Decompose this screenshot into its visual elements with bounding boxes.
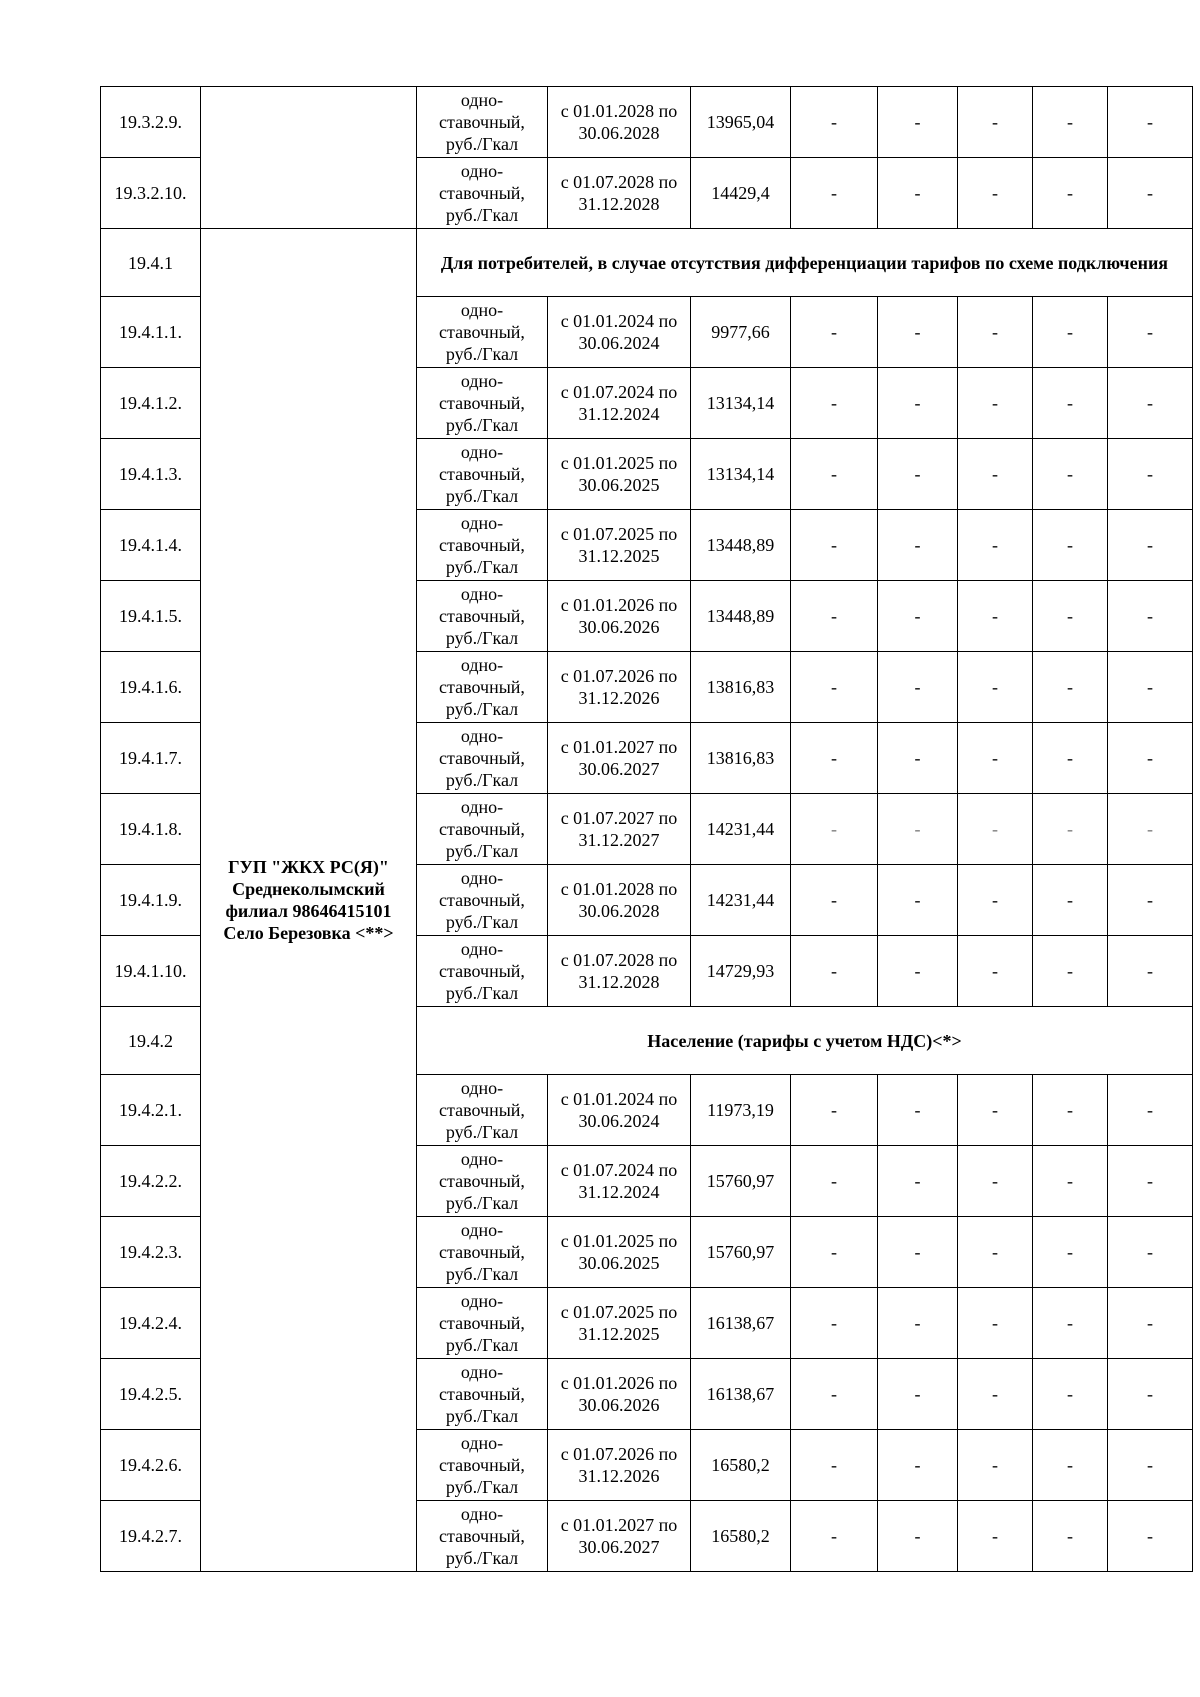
empty-value-dash: - [958,1146,1033,1217]
empty-value-dash: - [958,1075,1033,1146]
empty-value-dash: - [878,1217,958,1288]
empty-value-dash: - [958,297,1033,368]
rate-type: одно-ставочный, руб./Гкал [417,1217,548,1288]
rate-type: одно-ставочный, руб./Гкал [417,510,548,581]
rate-type: одно-ставочный, руб./Гкал [417,158,548,229]
empty-value-dash: - [1033,865,1108,936]
period: с 01.01.2027 по 30.06.2027 [548,1501,691,1572]
period: с 01.07.2026 по 31.12.2026 [548,1430,691,1501]
tariff-value: 16138,67 [691,1288,791,1359]
row-code: 19.4.1.5. [101,581,201,652]
empty-value-dash: - [1108,1359,1193,1430]
tariff-value: 15760,97 [691,1146,791,1217]
period: с 01.01.2028 по 30.06.2028 [548,865,691,936]
row-code: 19.3.2.9. [101,87,201,158]
organization-name: ГУП "ЖКХ РС(Я)" Среднеколымский филиал 98646415101 Село Березовка <**> [201,229,417,1572]
empty-value-dash: - [878,1146,958,1217]
empty-value-dash: - [878,158,958,229]
empty-value-dash: - [1108,87,1193,158]
empty-value-dash: - [1033,1430,1108,1501]
empty-value-dash: - [791,581,878,652]
empty-value-dash: - [958,723,1033,794]
row-code: 19.4.2.3. [101,1217,201,1288]
empty-value-dash: - [958,1430,1033,1501]
period: с 01.07.2027 по 31.12.2027 [548,794,691,865]
empty-value-dash: - [791,1075,878,1146]
empty-value-dash: - [958,510,1033,581]
row-code: 19.4.1.2. [101,368,201,439]
empty-value-dash: - [791,865,878,936]
row-code: 19.4.1.8. [101,794,201,865]
row-code: 19.4.2.5. [101,1359,201,1430]
rate-type: одно-ставочный, руб./Гкал [417,1501,548,1572]
empty-value-dash: - [958,158,1033,229]
empty-value-dash: - [1108,1217,1193,1288]
empty-value-dash: - [1108,1146,1193,1217]
row-code: 19.4.2.2. [101,1146,201,1217]
row-code: 19.4.1.6. [101,652,201,723]
tariff-table-body [101,87,1193,1572]
tariff-value: 16580,2 [691,1430,791,1501]
empty-value-dash: - [1033,1288,1108,1359]
period: с 01.07.2024 по 31.12.2024 [548,368,691,439]
empty-value-dash: - [958,87,1033,158]
empty-value-dash: - [878,1075,958,1146]
section-code: 19.4.2 [101,1007,201,1075]
empty-value-dash: - [791,794,878,865]
tariff-value: 13965,04 [691,87,791,158]
empty-value-dash: - [791,1288,878,1359]
empty-value-dash: - [791,158,878,229]
empty-value-dash: - [1108,510,1193,581]
period: с 01.07.2024 по 31.12.2024 [548,1146,691,1217]
tariff-value: 14729,93 [691,936,791,1007]
empty-value-dash: - [958,439,1033,510]
empty-value-dash: - [1108,723,1193,794]
empty-value-dash: - [1108,794,1193,865]
period: с 01.01.2027 по 30.06.2027 [548,723,691,794]
tariff-value: 14429,4 [691,158,791,229]
table-row [101,87,1193,158]
empty-value-dash: - [958,1288,1033,1359]
rate-type: одно-ставочный, руб./Гкал [417,87,548,158]
rate-type: одно-ставочный, руб./Гкал [417,1359,548,1430]
empty-value-dash: - [791,1146,878,1217]
tariff-value: 16138,67 [691,1359,791,1430]
period: с 01.01.2025 по 30.06.2025 [548,439,691,510]
period: с 01.07.2028 по 31.12.2028 [548,158,691,229]
row-code: 19.4.1.4. [101,510,201,581]
empty-value-dash: - [1108,1430,1193,1501]
empty-value-dash: - [1108,158,1193,229]
empty-value-dash: - [1033,87,1108,158]
empty-value-dash: - [878,510,958,581]
empty-value-dash: - [1033,936,1108,1007]
empty-value-dash: - [1108,581,1193,652]
empty-value-dash: - [791,1359,878,1430]
row-code: 19.4.2.4. [101,1288,201,1359]
section-row [101,229,1193,297]
empty-value-dash: - [791,510,878,581]
empty-value-dash: - [958,1359,1033,1430]
rate-type: одно-ставочный, руб./Гкал [417,368,548,439]
period: с 01.01.2025 по 30.06.2025 [548,1217,691,1288]
empty-value-dash: - [1108,297,1193,368]
tariff-value: 9977,66 [691,297,791,368]
row-code: 19.4.2.1. [101,1075,201,1146]
empty-value-dash: - [1033,794,1108,865]
row-code: 19.4.1.1. [101,297,201,368]
row-code: 19.3.2.10. [101,158,201,229]
rate-type: одно-ставочный, руб./Гкал [417,1146,548,1217]
empty-value-dash: - [878,865,958,936]
section-title: Население (тарифы с учетом НДС)<*> [417,1007,1193,1075]
empty-value-dash: - [878,794,958,865]
empty-value-dash: - [1033,510,1108,581]
empty-value-dash: - [878,581,958,652]
empty-value-dash: - [958,1217,1033,1288]
empty-value-dash: - [958,1501,1033,1572]
tariff-value: 11973,19 [691,1075,791,1146]
empty-value-dash: - [1033,723,1108,794]
empty-value-dash: - [1108,936,1193,1007]
empty-value-dash: - [958,794,1033,865]
empty-value-dash: - [791,936,878,1007]
rate-type: одно-ставочный, руб./Гкал [417,297,548,368]
empty-value-dash: - [878,652,958,723]
section-title: Для потребителей, в случае отсутствия дифференциации тарифов по схеме подключения [417,229,1193,297]
rate-type: одно-ставочный, руб./Гкал [417,1430,548,1501]
tariff-value: 14231,44 [691,794,791,865]
row-code: 19.4.2.6. [101,1430,201,1501]
period: с 01.07.2028 по 31.12.2028 [548,936,691,1007]
rate-type: одно-ставочный, руб./Гкал [417,936,548,1007]
empty-value-dash: - [878,936,958,1007]
rate-type: одно-ставочный, руб./Гкал [417,581,548,652]
empty-value-dash: - [878,1501,958,1572]
empty-value-dash: - [791,439,878,510]
tariff-value: 16580,2 [691,1501,791,1572]
empty-value-dash: - [1033,368,1108,439]
empty-value-dash: - [958,652,1033,723]
empty-value-dash: - [791,1430,878,1501]
rate-type: одно-ставочный, руб./Гкал [417,439,548,510]
empty-value-dash: - [1108,439,1193,510]
org-cell-empty [201,87,417,229]
row-code: 19.4.1.3. [101,439,201,510]
empty-value-dash: - [958,581,1033,652]
empty-value-dash: - [791,87,878,158]
empty-value-dash: - [1108,652,1193,723]
empty-value-dash: - [958,368,1033,439]
empty-value-dash: - [878,1288,958,1359]
tariff-value: 13448,89 [691,510,791,581]
section-code: 19.4.1 [101,229,201,297]
empty-value-dash: - [791,1501,878,1572]
empty-value-dash: - [1033,1075,1108,1146]
rate-type: одно-ставочный, руб./Гкал [417,652,548,723]
empty-value-dash: - [791,368,878,439]
empty-value-dash: - [878,1430,958,1501]
row-code: 19.4.1.10. [101,936,201,1007]
empty-value-dash: - [1108,368,1193,439]
tariff-table [100,86,1193,1572]
empty-value-dash: - [878,87,958,158]
empty-value-dash: - [1033,652,1108,723]
empty-value-dash: - [878,297,958,368]
empty-value-dash: - [1033,581,1108,652]
tariff-value: 13134,14 [691,439,791,510]
empty-value-dash: - [1108,1501,1193,1572]
empty-value-dash: - [1033,1217,1108,1288]
empty-value-dash: - [1033,297,1108,368]
empty-value-dash: - [958,865,1033,936]
period: с 01.01.2028 по 30.06.2028 [548,87,691,158]
empty-value-dash: - [1033,439,1108,510]
period: с 01.07.2026 по 31.12.2026 [548,652,691,723]
rate-type: одно-ставочный, руб./Гкал [417,1075,548,1146]
period: с 01.01.2024 по 30.06.2024 [548,297,691,368]
period: с 01.01.2024 по 30.06.2024 [548,1075,691,1146]
period: с 01.07.2025 по 31.12.2025 [548,510,691,581]
row-code: 19.4.1.7. [101,723,201,794]
empty-value-dash: - [1033,158,1108,229]
period: с 01.01.2026 по 30.06.2026 [548,1359,691,1430]
empty-value-dash: - [1108,1075,1193,1146]
period: с 01.07.2025 по 31.12.2025 [548,1288,691,1359]
period: с 01.01.2026 по 30.06.2026 [548,581,691,652]
empty-value-dash: - [791,723,878,794]
tariff-value: 13448,89 [691,581,791,652]
empty-value-dash: - [958,936,1033,1007]
tariff-value: 13134,14 [691,368,791,439]
empty-value-dash: - [1108,865,1193,936]
tariff-value: 15760,97 [691,1217,791,1288]
empty-value-dash: - [1108,1288,1193,1359]
tariff-value: 13816,83 [691,652,791,723]
empty-value-dash: - [1033,1501,1108,1572]
rate-type: одно-ставочный, руб./Гкал [417,723,548,794]
rate-type: одно-ставочный, руб./Гкал [417,794,548,865]
empty-value-dash: - [878,723,958,794]
empty-value-dash: - [878,439,958,510]
empty-value-dash: - [791,297,878,368]
rate-type: одно-ставочный, руб./Гкал [417,865,548,936]
tariff-value: 13816,83 [691,723,791,794]
empty-value-dash: - [878,368,958,439]
rate-type: одно-ставочный, руб./Гкал [417,1288,548,1359]
empty-value-dash: - [878,1359,958,1430]
row-code: 19.4.2.7. [101,1501,201,1572]
empty-value-dash: - [791,652,878,723]
row-code: 19.4.1.9. [101,865,201,936]
empty-value-dash: - [1033,1359,1108,1430]
tariff-value: 14231,44 [691,865,791,936]
empty-value-dash: - [791,1217,878,1288]
empty-value-dash: - [1033,1146,1108,1217]
